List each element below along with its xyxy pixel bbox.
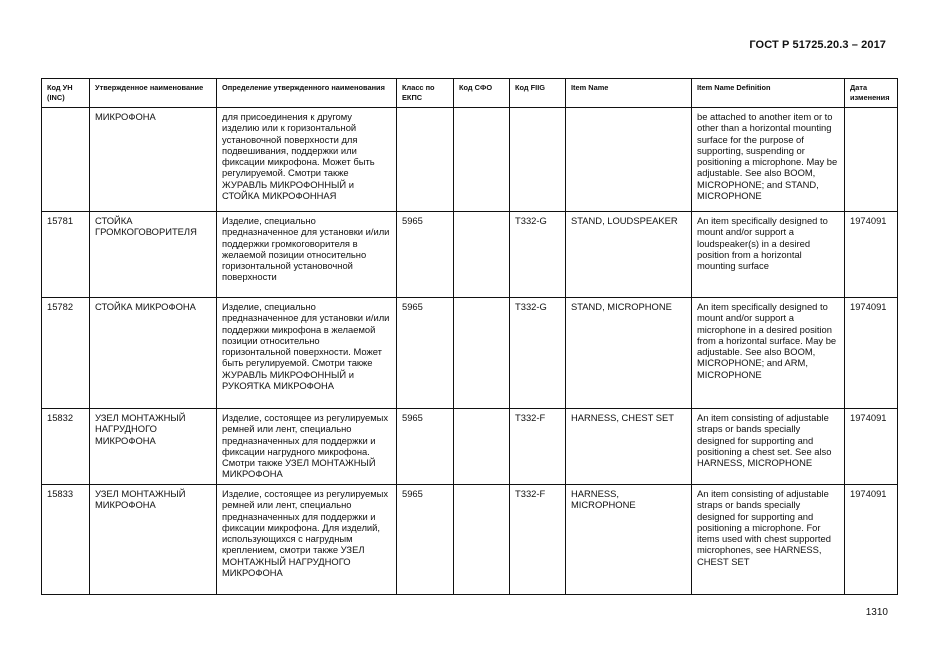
- cell-item-name: STAND, MICROPHONE: [566, 298, 692, 409]
- cell-ekps: 5965: [397, 409, 454, 485]
- cell-code: [42, 108, 90, 212]
- cell-definition-ru: Изделие, специально предназначенное для установки и/или поддержки микрофона в желаемой позиции относительно горизонтальной поверхности. Может быть регулируемой. Смотри также ЖУРАВЛЬ МИКРОФОННЫЙ и РУКОЯТКА МИКРОФОНА: [217, 298, 397, 409]
- cell-fiig: T332-F: [510, 485, 566, 595]
- cell-ekps: [397, 108, 454, 212]
- cell-item-name: STAND, LOUDSPEAKER: [566, 212, 692, 298]
- cell-item-definition: An item specifically designed to mount and/or support a microphone in a desired position from a horizontal surface. May be adjustable. See also BOOM, MICROPHONE; and ARM, MICROPHONE: [692, 298, 845, 409]
- cell-name-ru: УЗЕЛ МОНТАЖНЫЙ МИКРОФОНА: [90, 485, 217, 595]
- header-item-definition: Item Name Definition: [692, 79, 845, 108]
- cell-code: 15833: [42, 485, 90, 595]
- cell-definition-ru: Изделие, состоящее из регулируемых ремней или лент, специально предназначенных для поддержки и фиксации нагрудного микрофона. Смотри также УЗЕЛ МОНТАЖНЫЙ МИКРОФОНА: [217, 409, 397, 485]
- header-name-ru: Утвержденное наименование: [90, 79, 217, 108]
- cell-item-definition: An item consisting of adjustable straps or bands specially designed for supporting and positioning a microphone. For items used with chest supported microphones, see HARNESS, CHEST SET: [692, 485, 845, 595]
- cell-definition-ru: Изделие, состоящее из регулируемых ремней или лент, специально предназначенных для поддержки и фиксации микрофона. Для изделий, использующихся с нагрудным креплением, смотри также УЗЕЛ МОНТАЖНЫЙ НАГРУДНОГО МИКРОФОНА: [217, 485, 397, 595]
- cell-sfo: [454, 108, 510, 212]
- cell-sfo: [454, 212, 510, 298]
- cell-code: 15832: [42, 409, 90, 485]
- header-definition-ru: Определение утвержденного наименования: [217, 79, 397, 108]
- header-code: Код УН (INC): [42, 79, 90, 108]
- table-row: [42, 108, 898, 212]
- cell-name-ru: СТОЙКА ГРОМКОГОВОРИТЕЛЯ: [90, 212, 217, 298]
- cell-name-ru: СТОЙКА МИКРОФОНА: [90, 298, 217, 409]
- page-number: 1310: [865, 607, 888, 618]
- cell-definition-ru: для присоединения к другому изделию или к горизонтальной установочной поверхности для подвешивания, поддержки или фиксации микрофона. Может быть регулируемой. Смотри также ЖУРАВЛЬ МИКРОФОННЫЙ и СТОЙКА МИКРОФОННАЯ: [217, 108, 397, 212]
- cell-ekps: 5965: [397, 212, 454, 298]
- header-fiig: Код FIIG: [510, 79, 566, 108]
- cell-fiig: T332-F: [510, 409, 566, 485]
- cell-date: 1974091: [845, 409, 898, 485]
- cell-fiig: [510, 108, 566, 212]
- cell-item-definition: An item consisting of adjustable straps or bands specially designed for supporting and positioning a chest set. See also HARNESS, MICROPHONE: [692, 409, 845, 485]
- cell-date: 1974091: [845, 212, 898, 298]
- cell-item-name: HARNESS, CHEST SET: [566, 409, 692, 485]
- table-row: [42, 212, 898, 298]
- cell-sfo: [454, 298, 510, 409]
- cell-item-name: [566, 108, 692, 212]
- cell-fiig: T332-G: [510, 212, 566, 298]
- table-header-row: [42, 79, 898, 108]
- cell-item-definition: An item specifically designed to mount and/or support a loudspeaker(s) in a desired position from a horizontal mounting surface: [692, 212, 845, 298]
- table-row: [42, 409, 898, 485]
- cell-sfo: [454, 485, 510, 595]
- document-title: ГОСТ Р 51725.20.3 – 2017: [749, 39, 886, 51]
- cell-name-ru: МИКРОФОНА: [90, 108, 217, 212]
- header-item-name: Item Name: [566, 79, 692, 108]
- cell-date: 1974091: [845, 485, 898, 595]
- cell-ekps: 5965: [397, 485, 454, 595]
- cell-sfo: [454, 409, 510, 485]
- cell-item-definition: be attached to another item or to other than a horizontal mounting surface for the purpose of supporting, suspending or positioning a microphone. May be adjustable. See also BOOM, MICROPHONE; and STAND, MICROPHONE: [692, 108, 845, 212]
- header-ekps: Класс по ЕКПС: [397, 79, 454, 108]
- table-row: [42, 485, 898, 595]
- cell-definition-ru: Изделие, специально предназначенное для установки и/или поддержки громкоговорителя в желаемой позиции относительно горизонтальной установочной поверхности: [217, 212, 397, 298]
- cell-name-ru: УЗЕЛ МОНТАЖНЫЙ НАГРУДНОГО МИКРОФОНА: [90, 409, 217, 485]
- catalog-table: [41, 78, 898, 595]
- cell-ekps: 5965: [397, 298, 454, 409]
- cell-item-name: HARNESS, MICROPHONE: [566, 485, 692, 595]
- table-row: [42, 298, 898, 409]
- cell-fiig: T332-G: [510, 298, 566, 409]
- cell-date: 1974091: [845, 298, 898, 409]
- header-sfo: Код СФО: [454, 79, 510, 108]
- header-date: Дата изменения: [845, 79, 898, 108]
- cell-code: 15781: [42, 212, 90, 298]
- cell-code: 15782: [42, 298, 90, 409]
- cell-date: [845, 108, 898, 212]
